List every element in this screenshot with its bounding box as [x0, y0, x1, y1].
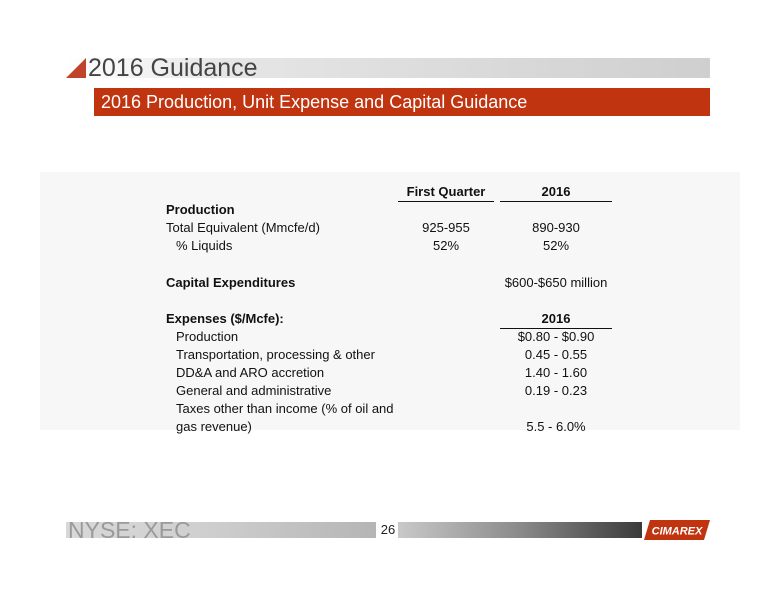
slide-title: 2016 Guidance	[88, 54, 258, 82]
expense-label: Production	[176, 329, 239, 344]
expense-label: Transportation, processing & other	[176, 347, 375, 362]
expense-value: 0.45 - 0.55	[524, 347, 588, 362]
table-row	[166, 219, 616, 237]
row-label: % Liquids	[176, 238, 233, 253]
expense-label: Taxes other than income (% of oil and	[176, 401, 394, 416]
slide-subtitle: 2016 Production, Unit Expense and Capital Guidance	[94, 88, 710, 116]
expense-value: 5.5 - 6.0%	[526, 419, 586, 434]
table-row	[166, 237, 616, 255]
row-value-2016: 52%	[542, 238, 570, 253]
row-value-2016: 890-930	[532, 220, 580, 235]
expense-label: General and administrative	[176, 383, 332, 398]
ticker-symbol: NYSE: XEC	[68, 517, 191, 543]
expenses-column-header-2016: 2016	[500, 310, 612, 329]
page-number: 26	[380, 522, 396, 537]
expense-label: gas revenue)	[176, 419, 252, 434]
row-value-first-quarter: 925-955	[422, 220, 470, 235]
row-value-first-quarter: 52%	[432, 238, 460, 253]
capex-label: Capital Expenditures	[166, 275, 296, 290]
expense-value: 1.40 - 1.60	[524, 365, 588, 380]
table-row	[166, 328, 616, 346]
table-row	[166, 418, 616, 436]
table-row	[166, 274, 616, 292]
table-row	[166, 364, 616, 382]
expense-value: 0.19 - 0.23	[524, 383, 588, 398]
title-accent-icon	[66, 58, 86, 78]
logo-text: CIMAREX	[651, 525, 703, 538]
production-section-header: Production	[166, 202, 235, 217]
table-row	[166, 346, 616, 364]
table-row	[166, 400, 616, 418]
column-header-first-quarter: First Quarter	[398, 183, 494, 202]
expenses-section-header: Expenses ($/Mcfe):	[166, 311, 284, 326]
footer-bar-right	[398, 522, 642, 538]
expense-label: DD&A and ARO accretion	[176, 365, 325, 380]
column-header-2016: 2016	[500, 183, 612, 202]
capex-value: $600-$650 million	[504, 275, 608, 290]
expense-value: $0.80 - $0.90	[517, 329, 595, 344]
cimarex-logo	[644, 520, 710, 540]
table-row	[166, 382, 616, 400]
row-label: Total Equivalent (Mmcfe/d)	[166, 220, 320, 235]
